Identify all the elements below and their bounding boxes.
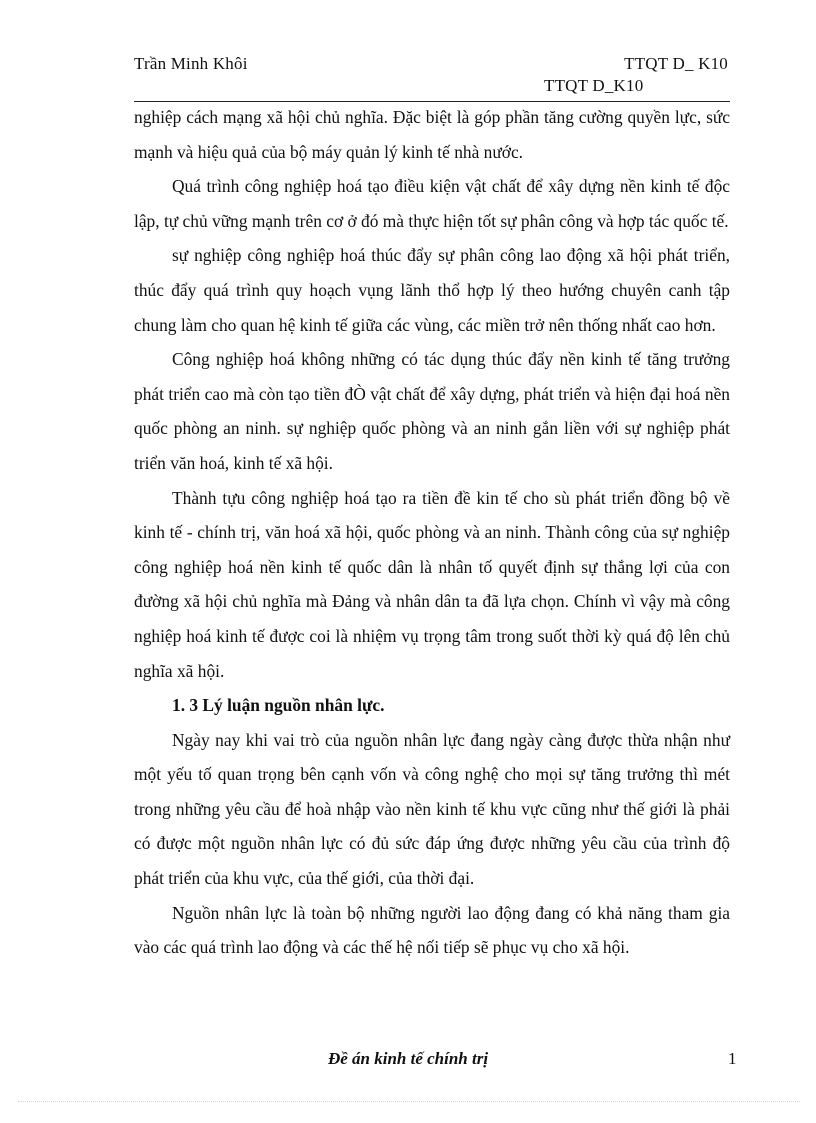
page-bottom-divider xyxy=(18,1101,800,1102)
paragraph-6: Ngày nay khi vai trò của nguồn nhân lực đang ngày càng được thừa nhận như một yếu tố quan trọng bên cạnh vốn và công nghệ cho mọi sự tăng trưởng thì mét trong những yêu cầu để hoà nhập vào nền kinh tế khu vực cũng như thế giới là phải có được một nguồn nhân lực có đủ sức đáp ứng được những yêu cầu của trình độ phát triển của khu vực, của thế giới, của thời đại. xyxy=(134,729,730,889)
paragraph-5: Thành tựu công nghiệp hoá tạo ra tiền đề kin tế cho sù phát triển đồng bộ về kinh tế - chính trị, văn hoá xã hội, quốc phòng và an ninh. Thành công của sự nghiệp công nghiệp hoá nền kinh tế quốc dân là nhân tố quyết định sự thắng lợi của con đường xã hội chủ nghĩa mà Đảng và nhân dân ta đã lựa chọn. Chính vì vậy mà công nghiệp hoá kinh tế được coi là nhiệm vụ trọng tâm trong suốt thời kỳ quá độ lên chủ nghĩa xã hội. xyxy=(134,487,730,681)
header-class-code: TTQT D_ K10 xyxy=(624,54,728,73)
paragraph-2: Quá trình công nghiệp hoá tạo điều kiện vật chất để xây dựng nền kinh tế độc lập, tự chủ vững mạnh trên cơ ở đó mà thực hiện tốt sự phân công và hợp tác quốc tế. xyxy=(134,176,730,231)
section-heading: 1. 3 Lý luận nguồn nhân lực. xyxy=(172,695,385,716)
paragraph-4: Công nghiệp hoá không những có tác dụng thúc đẩy nền kinh tế tăng trưởng phát triển cao mà còn tạo tiền đÒ vật chất để xây dựng, phát triển và hiện đại hoá nền quốc phòng an ninh. sự nghiệp quốc phòng và an ninh gắn liền với sự nghiệp phát triển văn hoá, kinh tế xã hội. xyxy=(134,349,730,473)
footer-title: Đề án kinh tế chính trị xyxy=(327,1049,489,1068)
document-body xyxy=(134,100,730,965)
page-number: 1 xyxy=(728,1049,737,1068)
header-author: Trần Minh Khôi xyxy=(134,54,248,73)
paragraph-3: sự nghiệp công nghiệp hoá thúc đẩy sự phân công lao động xã hội phát triển, thúc đẩy quá trình quy hoạch vụng lãnh thổ hợp lý theo hướng chuyên canh tập chung làm cho quan hệ kinh tế giữa các vùng, các miền trở nên thống nhất cao hơn. xyxy=(134,245,730,335)
paragraph-1: nghiệp cách mạng xã hội chủ nghĩa. Đặc biệt là góp phần tăng cường quyền lực, sức mạnh và hiệu quả của bộ máy quản lý kinh tế nhà nước. xyxy=(134,107,730,162)
header-class-code-repeat: TTQT D_K10 xyxy=(544,76,644,95)
paragraph-7: Nguồn nhân lực là toàn bộ những người lao động đang có khả năng tham gia vào các quá trình lao động và các thế hệ nối tiếp sẽ phục vụ cho xã hội. xyxy=(134,902,730,958)
